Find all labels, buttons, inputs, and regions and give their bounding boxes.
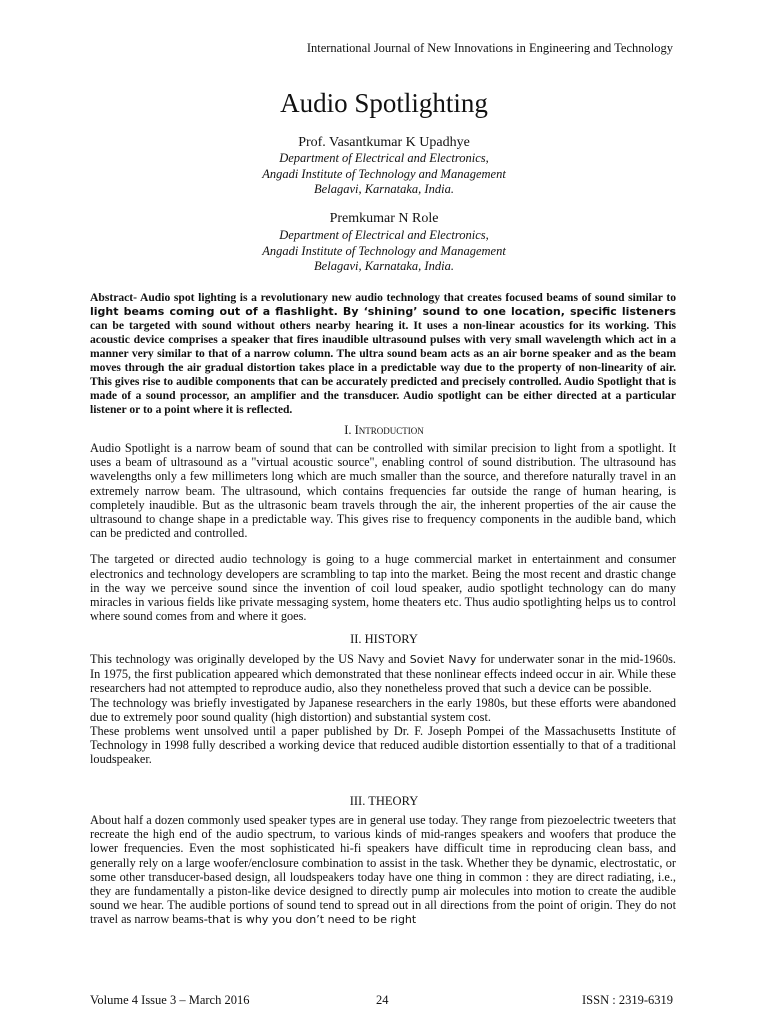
footer-page-number: 24 <box>376 993 389 1007</box>
author-affiliation-1 <box>0 151 768 198</box>
section-number: I. <box>344 423 355 437</box>
abstract <box>90 291 676 417</box>
abstract-text: Abstract- Audio spot lighting is a revolutionary new audio technology that creates focused beams of sound similar to <box>90 291 676 304</box>
section-title: Introduction <box>354 423 424 437</box>
paragraph: The technology was briefly investigated by Japanese researchers in the early 1980s, but these efforts were abandoned due to extremely poor sound quality (high distortion) and substantial system cost. <box>90 695 676 724</box>
footer-issn: ISSN : 2319-6319 <box>582 993 673 1007</box>
author-name-2: Premkumar N Role <box>329 211 439 226</box>
abstract-text-alt-font: light beams coming out of a flashlight. By ‘shining’ sound to one location, specific listeners <box>90 305 676 318</box>
theory-body <box>90 813 676 928</box>
section-heading-history: II. HISTORY <box>350 632 418 646</box>
introduction-body <box>90 441 676 623</box>
paragraph-text: About half a dozen commonly used speaker types are in general use today. They range from piezoelectric tweeters that recreate the high end of the audio spectrum, to various kinds of mid-ranges speakers and woofers that produce the lower frequencies. Even the most sophisticated hi-fi speakers have difficult time in reproducing clean bass, and generally rely on a large woofer/enclosure combination to assist in the task. Whether they be dynamic, electrostatic, or some other transducer-based design, all loudspeakers today have one thing in common : they are direct radiating, i.e., they are fundamentally a piston-like device designed to directly pump air molecules into motion to create the audible sound we hear. The audible portions of sound tend to spread out in all directions from the point of origin. They do not travel as narrow beams- <box>90 813 676 927</box>
paragraph-text: for underwater sonar in the mid-1960s. In 1975, the first publication appeared which demonstrated that these nonlinear effects indeed occur in air. While these researchers had not attempted to reproduce audio, also they nonetheless proved that such a device can be possible. <box>90 652 676 696</box>
paragraph-text: This technology was originally developed by the US Navy and <box>90 652 410 666</box>
journal-header: International Journal of New Innovations in Engineering and Technology <box>306 41 673 55</box>
section-heading-theory: III. THEORY <box>349 794 419 808</box>
affiliation-line: Angadi Institute of Technology and Management <box>262 166 506 181</box>
affiliation-line: Department of Electrical and Electronics, <box>279 151 489 165</box>
history-body <box>90 652 676 767</box>
paragraph-text-alt-font: Soviet Navy <box>409 653 477 666</box>
abstract-text: can be targeted with sound without others nearby hearing it. It uses a non-linear acoustics for its working. This acoustic device comprises a speaker that fires inaudible ultrasound pulses with very small wavelength which act in a manner very similar to that of a narrow column. The ultra sound beam acts as an air borne speaker and as the beam moves through the air gradual distortion takes place in a predictable way due to the property of non-linearity of air. This gives rise to audible components that can be accurately predicted and precisely controlled. Audio Spotlight that is made of a sound processor, an amplifier and the transducer. Audio spotlight can be either directed at a particular listener or to a point where it is reflected. <box>90 319 676 416</box>
author-name-1: Prof. Vasantkumar K Upadhye <box>298 135 470 150</box>
affiliation-line: Department of Electrical and Electronics, <box>279 228 489 242</box>
paper-title: Audio Spotlighting <box>280 88 488 118</box>
paragraph-text-alt-font: that is why you don’t need to be right <box>207 913 417 927</box>
affiliation-line: Belagavi, Karnataka, India. <box>314 182 454 196</box>
footer-volume: Volume 4 Issue 3 – March 2016 <box>90 993 250 1007</box>
paragraph: Audio Spotlight is a narrow beam of sound that can be controlled with similar precision to light from a spotlight. It uses a beam of ultrasound as a "virtual acoustic source", enabling control of sound distribution. The ultrasound has wavelengths only a few millimeters long which are much smaller than the source, and therefore naturally travel in an extremely narrow beam. The ultrasound, which contains frequencies far outside the range of human hearing, is completely inaudible. But as the ultrasonic beam travels through the air, the inherent properties of the air cause the ultrasound to change shape in a predictable way. This gives rise to frequency components in the audible band, which can be predicted and controlled. <box>90 441 676 541</box>
affiliation-line: Angadi Institute of Technology and Management <box>262 243 506 258</box>
paragraph <box>90 813 676 928</box>
author-affiliation-2 <box>0 228 768 275</box>
paragraph: The targeted or directed audio technology is going to a huge commercial market in entertainment and consumer electronics and technology developers are scrambling to tap into the market. Being the most recent and drastic change in the way we perceive sound since the invention of coil loud speaker, audio spotlight technology can do many miracles in various fields like private messaging system, home theaters etc. Thus audio spotlighting helps us to control where sound comes from and where it goes. <box>90 552 676 624</box>
section-heading-introduction <box>0 423 768 438</box>
affiliation-line: Belagavi, Karnataka, India. <box>314 259 454 273</box>
paragraph <box>90 652 676 696</box>
paragraph: These problems went unsolved until a paper published by Dr. F. Joseph Pompei of the Massachusetts Institute of Technology in 1998 fully described a working device that reduced audible distortion essentially to that of a traditional loudspeaker. <box>90 724 676 767</box>
